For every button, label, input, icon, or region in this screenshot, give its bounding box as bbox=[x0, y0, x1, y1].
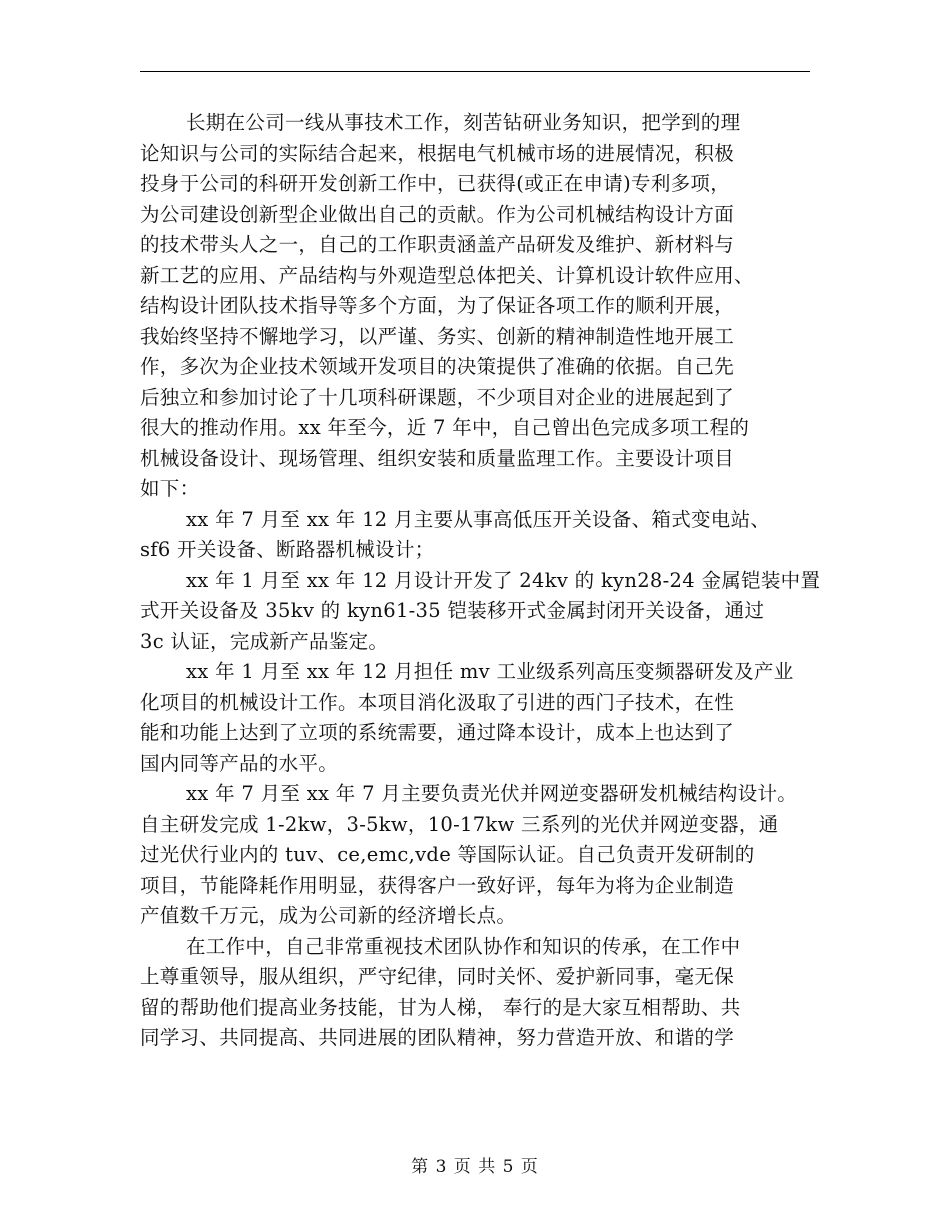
text-line: 为公司建设创新型企业做出自己的贡献。作为公司机械结构设计方面 bbox=[140, 202, 735, 226]
text-line: 在工作中，自己非常重视技术团队协作和知识的传承，在工作中 bbox=[186, 934, 741, 958]
document-body bbox=[140, 108, 830, 1054]
text-line: xx 年 1 月至 xx 年 12 月设计开发了 24kv 的 kyn28-24 金属铠装中置 bbox=[186, 568, 821, 592]
text-line: 留的帮助他们提高业务技能，甘为人梯， 奉行的是大家互相帮助、共 bbox=[140, 995, 741, 1019]
text-line: 化项目的机械设计工作。本项目消化汲取了引进的西门子技术，在性 bbox=[140, 690, 735, 714]
text-line: 长期在公司一线从事技术工作，刻苦钻研业务知识，把学到的理 bbox=[186, 111, 741, 134]
text-line: xx 年 7 月至 xx 年 12 月主要从事高低压开关设备、箱式变电站、 bbox=[186, 507, 771, 531]
text-line: sf6 开关设备、断路器机械设计； bbox=[140, 538, 435, 561]
text-line: 国内同等产品的水平。 bbox=[140, 751, 339, 775]
text-line: 上尊重领导，服从组织，严守纪律，同时关怀、爱护新同事，毫无保 bbox=[140, 965, 735, 988]
text-line: 结构设计团队技术指导等多个方面，为了保证各项工作的顺利开展， bbox=[140, 294, 735, 317]
text-line: 作，多次为企业技术领域开发项目的决策提供了准确的依据。自己先 bbox=[140, 355, 735, 378]
text-line: 项目，节能降耗作用明显，获得客户一致好评，每年为将为企业制造 bbox=[140, 873, 735, 897]
text-line: 很大的推动作用。xx 年至今，近 7 年中，自己曾出色完成多项工程的 bbox=[140, 416, 750, 439]
text-line: xx 年 7 月至 xx 年 7 月主要负责光伏并网逆变器研发机械结构设计。 bbox=[186, 782, 798, 805]
text-line: 的技术带头人之一，自己的工作职责涵盖产品研发及维护、新材料与 bbox=[140, 233, 735, 256]
text-line: 过光伏行业内的 tuv、ce,emc,vde 等国际认证。自己负责开发研制的 bbox=[140, 843, 755, 866]
text-line: 产值数千万元，成为公司新的经济增长点。 bbox=[140, 904, 517, 927]
text-line: 后独立和参加讨论了十几项科研课题，不少项目对企业的进展起到了 bbox=[140, 385, 735, 409]
text-line: 能和功能上达到了立项的系统需要，通过降本设计，成本上也达到了 bbox=[140, 721, 735, 744]
text-line: 自主研发完成 1-2kw，3-5kw，10-17kw 三系列的光伏并网逆变器，通 bbox=[140, 812, 779, 836]
text-line: 投身于公司的科研开发创新工作中，已获得(或正在申请)专利多项， bbox=[140, 172, 731, 195]
page-number: 第 3 页 共 5 页 bbox=[411, 1157, 539, 1177]
text-line: 同学习、共同提高、共同进展的团队精神，努力营造开放、和谐的学 bbox=[140, 1026, 735, 1049]
text-line: 如下： bbox=[140, 477, 200, 500]
text-line: 3c 认证，完成新产品鉴定。 bbox=[140, 629, 389, 653]
text-line: 式开关设备及 35kv 的 kyn61-35 铠装移开式金属封闭开关设备，通过 bbox=[140, 599, 765, 622]
text-line: xx 年 1 月至 xx 年 12 月担任 mv 工业级系列高压变频器研发及产业 bbox=[186, 660, 794, 683]
text-line: 机械设备设计、现场管理、组织安装和质量监理工作。主要设计项目 bbox=[140, 446, 735, 470]
text-line: 论知识与公司的实际结合起来，根据电气机械市场的进展情况，积极 bbox=[140, 141, 735, 165]
text-line: 我始终坚持不懈地学习，以严谨、务实、创新的精神制造性地开展工 bbox=[140, 324, 735, 348]
text-line: 新工艺的应用、产品结构与外观造型总体把关、计算机设计软件应用、 bbox=[140, 263, 754, 287]
header-rule bbox=[140, 71, 810, 72]
